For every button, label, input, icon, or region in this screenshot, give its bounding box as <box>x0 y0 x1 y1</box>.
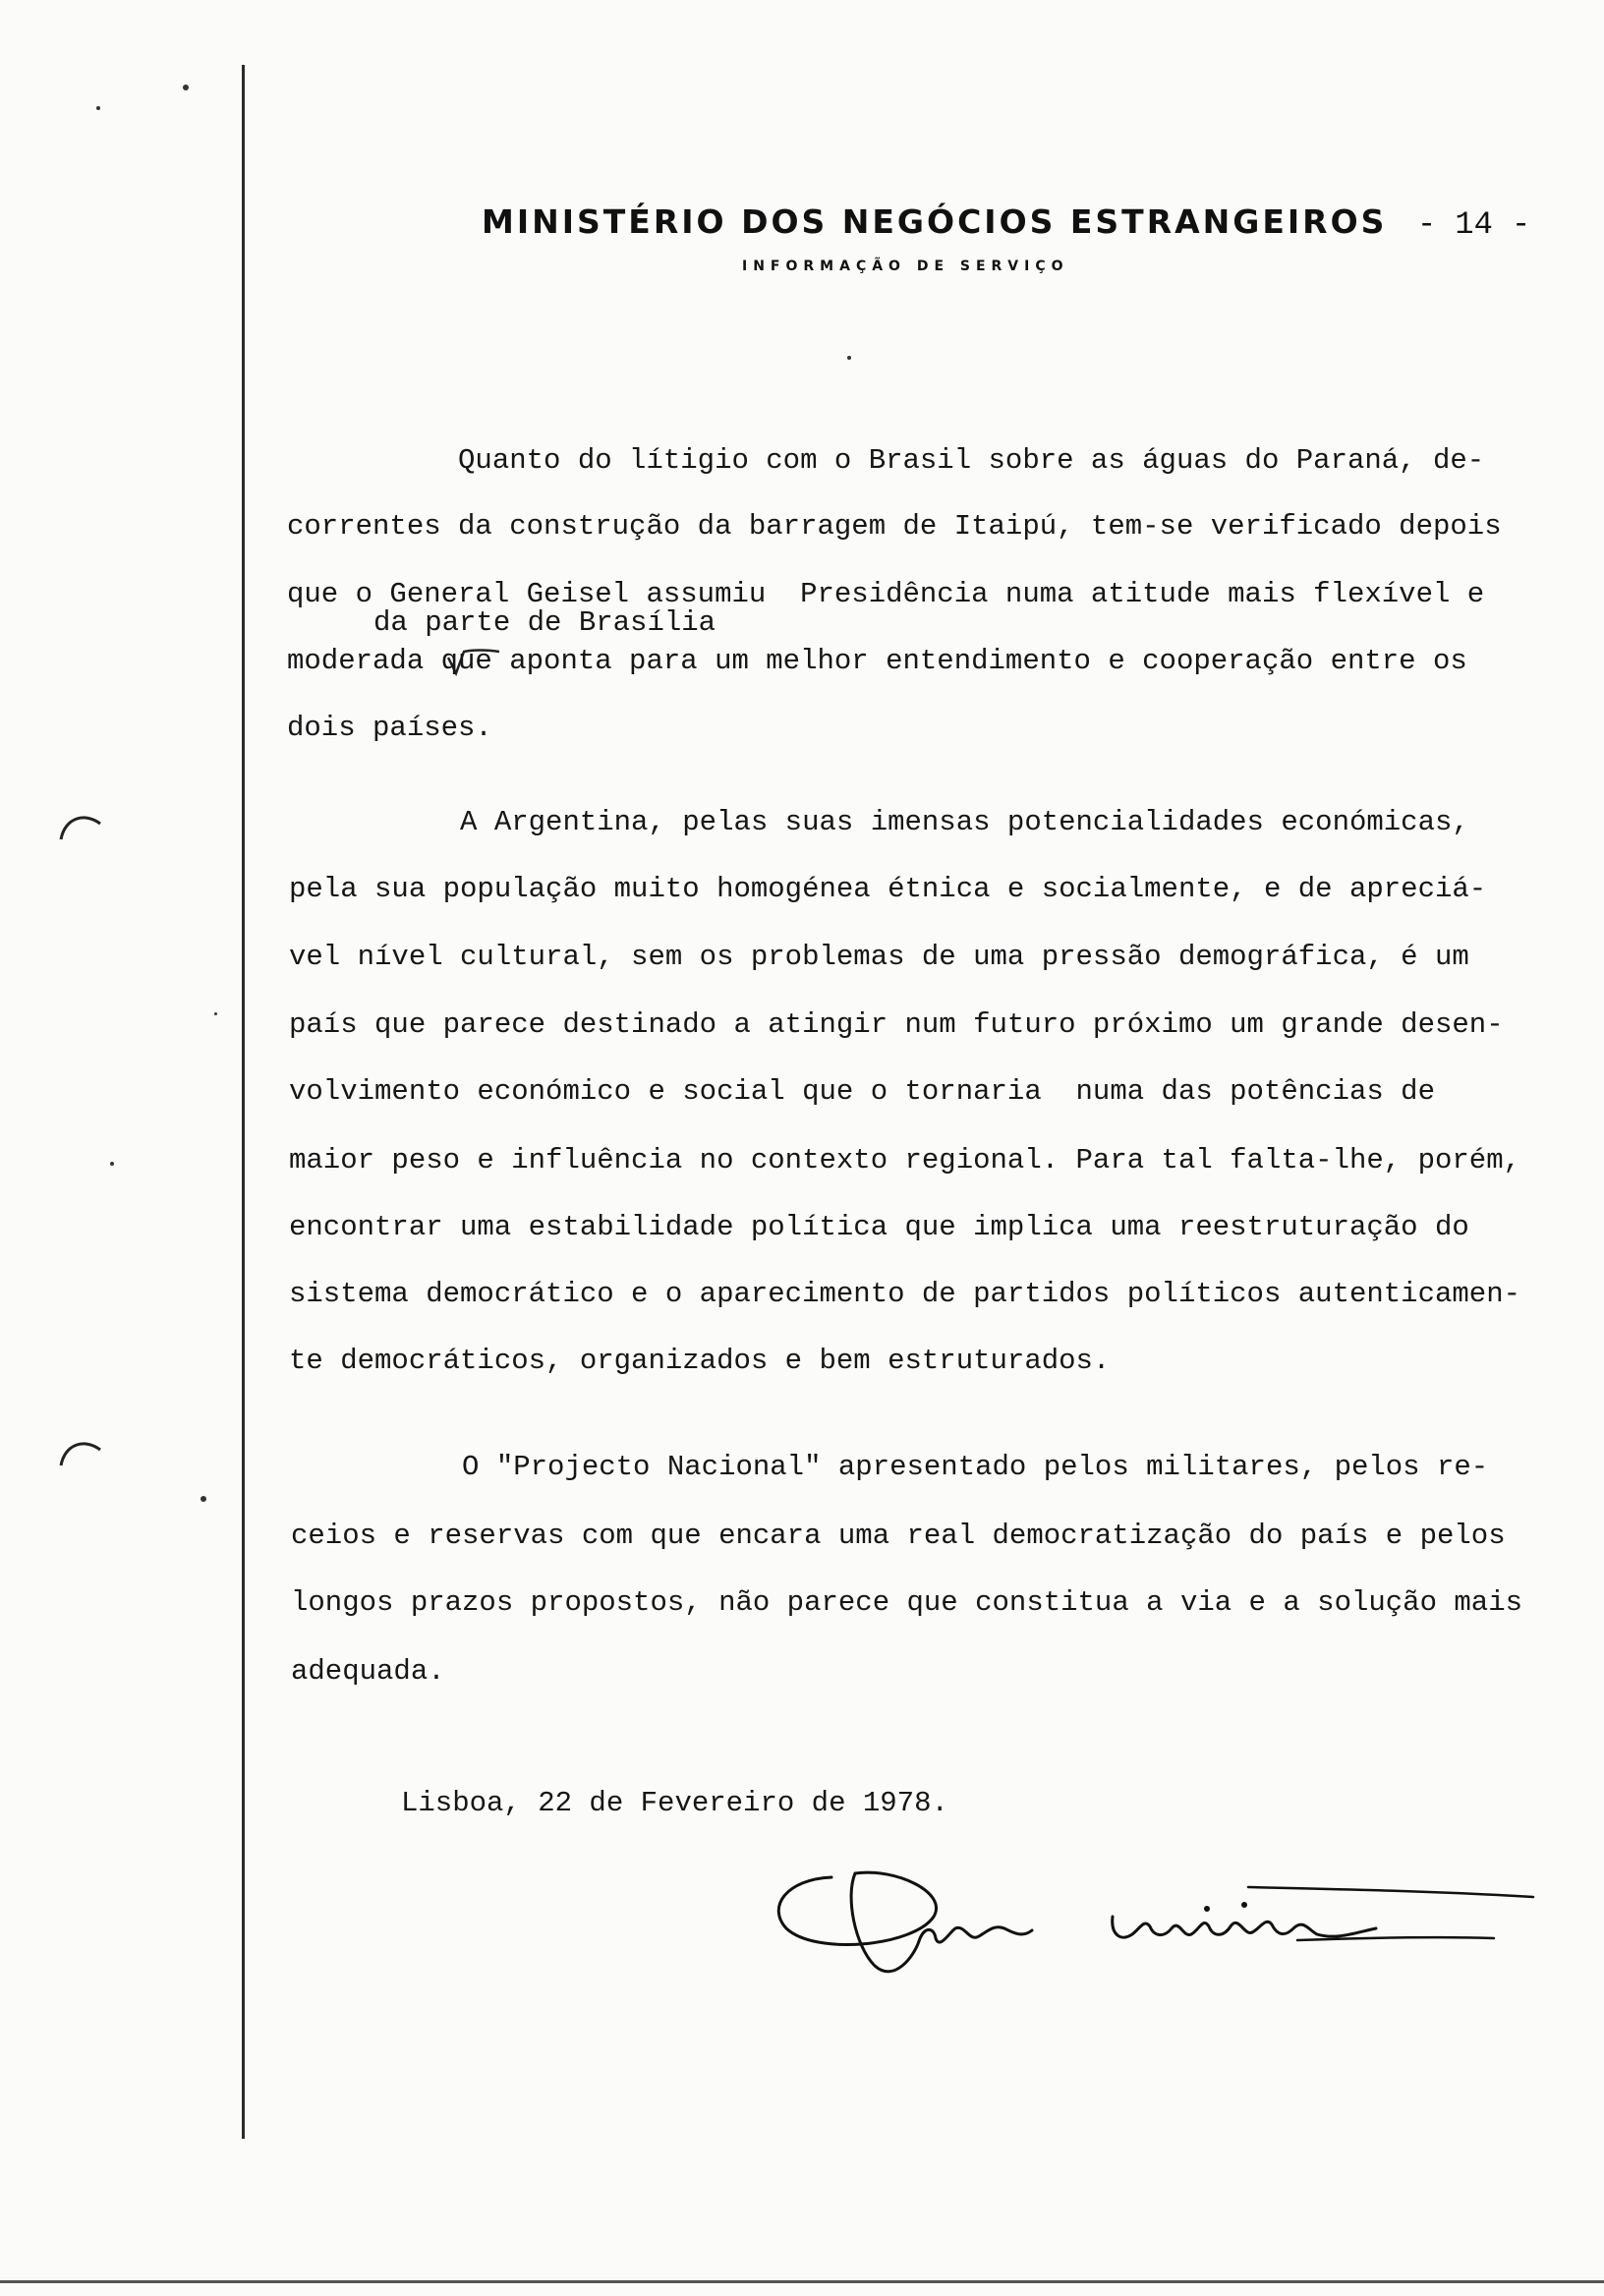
left-margin-rule <box>242 65 245 2139</box>
text-line: vel nível cultural, sem os problemas de uma pressão demográfica, é um <box>289 941 1469 973</box>
ministry-heading: MINISTÉRIO DOS NEGÓCIOS ESTRANGEIROS <box>482 202 1388 241</box>
document-type-subtitle: INFORMAÇÃO DE SERVIÇO <box>742 258 1069 274</box>
text-line: Quanto do lítigio com o Brasil sobre as águas do Paraná, de- <box>287 444 1485 477</box>
place-and-date: Lisboa, 22 de Fevereiro de 1978. <box>401 1787 948 1819</box>
speck <box>110 1162 114 1166</box>
text-line: ceios e reservas com que encara uma real democratização do país e pelos <box>291 1520 1506 1552</box>
text-line: encontrar uma estabilidade política que implica uma reestruturação do <box>289 1211 1469 1243</box>
binder-curl-icon <box>55 804 114 843</box>
text-line: moderada que aponta para um melhor entendimento e cooperação entre os <box>287 645 1467 677</box>
text-line: O "Projecto Nacional" apresentado pelos militares, pelos re- <box>291 1451 1489 1483</box>
speck <box>183 85 189 90</box>
text-line: que o General Geisel assumiu Presidência numa atitude mais flexível e <box>287 578 1485 610</box>
text-line: correntes da construção da barragem de Itaipú, tem-se verificado depois <box>287 510 1502 543</box>
page-number: - 14 - <box>1417 206 1531 243</box>
speck <box>200 1496 206 1502</box>
text-line: maior peso e influência no contexto regional. Para tal falta-lhe, porém, <box>289 1144 1521 1177</box>
text-line: pela sua população muito homogénea étnica e socialmente, e de apreciá- <box>289 873 1487 905</box>
handwritten-insertion: da parte de Brasília <box>373 606 716 639</box>
text-line: país que parece destinado a atingir num futuro próximo um grande desen- <box>289 1008 1504 1041</box>
text-line: A Argentina, pelas suas imensas potencialidades económicas, <box>289 806 1469 838</box>
text-line: volvimento económico e social que o tornaria numa das potências de <box>289 1075 1435 1108</box>
text-line: longos prazos propostos, não parece que constitua a via e a solução mais <box>291 1586 1523 1619</box>
bottom-edge-rule <box>0 2280 1604 2283</box>
speck <box>847 356 851 360</box>
text-line: dois países. <box>287 712 492 744</box>
speck <box>214 1012 217 1015</box>
text-line: te democráticos, organizados e bem estruturados. <box>289 1345 1111 1377</box>
text-line: adequada. <box>291 1655 445 1688</box>
handwritten-signature-icon <box>747 1848 1563 1995</box>
binder-curl-icon <box>55 1430 114 1469</box>
text-line: sistema democrático e o aparecimento de partidos políticos autenticamen- <box>289 1278 1521 1310</box>
speck <box>96 106 100 110</box>
